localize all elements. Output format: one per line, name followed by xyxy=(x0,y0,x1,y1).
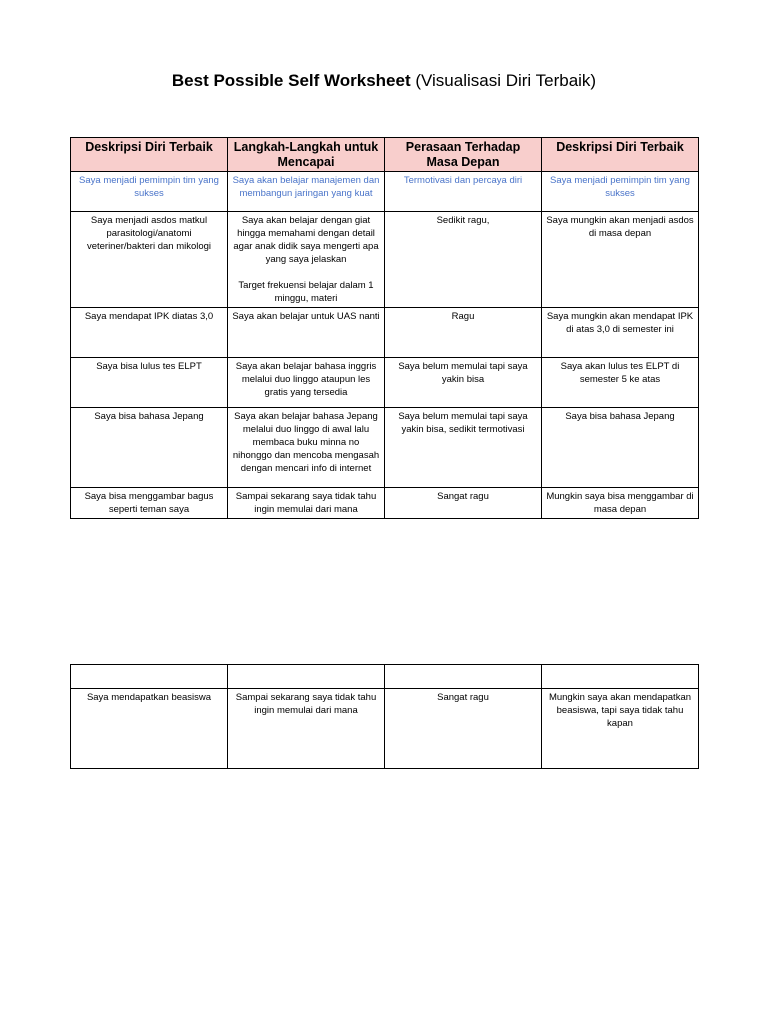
table-cell: Saya akan belajar bahasa Jepang melalui duo linggo di awal lalu membaca buku minna no nihonggo dan mencoba mengasah dengan mencari info di internet xyxy=(228,408,385,488)
table-cell: Saya menjadi asdos matkul parasitologi/anatomi veteriner/bakteri dan mikologi xyxy=(71,212,228,308)
table-row xyxy=(71,665,699,689)
table-row xyxy=(71,488,699,519)
table-cell: Saya mungkin akan menjadi asdos di masa depan xyxy=(542,212,699,308)
example-cell: Termotivasi dan percaya diri xyxy=(385,172,542,212)
table-cell: Saya bisa bahasa Jepang xyxy=(71,408,228,488)
table-row xyxy=(71,358,699,408)
table-cell: Sampai sekarang saya tidak tahu ingin memulai dari mana xyxy=(228,488,385,519)
table-cell: Saya mungkin akan mendapat IPK di atas 3,0 di semester ini xyxy=(542,308,699,358)
table-cell: Sedikit ragu, xyxy=(385,212,542,308)
table-cell: Ragu xyxy=(385,308,542,358)
table-row xyxy=(71,212,699,308)
header-cell: Deskripsi Diri Terbaik xyxy=(71,138,228,172)
table-cell: Saya mendapatkan beasiswa xyxy=(71,689,228,769)
table-cell: Sangat ragu xyxy=(385,488,542,519)
page-title xyxy=(0,70,768,92)
title-subtitle: (Visualisasi Diri Terbaik) xyxy=(410,71,597,90)
table-cell: Saya bisa menggambar bagus seperti teman saya xyxy=(71,488,228,519)
table-cell: Saya belum memulai tapi saya yakin bisa, sedikit termotivasi xyxy=(385,408,542,488)
table-cell: Mungkin saya akan mendapatkan beasiswa, tapi saya tidak tahu kapan xyxy=(542,689,699,769)
example-cell: Saya menjadi pemimpin tim yang sukses xyxy=(542,172,699,212)
table-row xyxy=(71,408,699,488)
table-cell: Mungkin saya bisa menggambar di masa depan xyxy=(542,488,699,519)
table-cell: Saya belum memulai tapi saya yakin bisa xyxy=(385,358,542,408)
worksheet-table xyxy=(70,137,699,519)
table-row xyxy=(71,308,699,358)
table-cell: Saya bisa bahasa Jepang xyxy=(542,408,699,488)
header-row xyxy=(71,138,699,172)
example-cell: Saya menjadi pemimpin tim yang sukses xyxy=(71,172,228,212)
title-bold: Best Possible Self Worksheet xyxy=(171,71,411,90)
header-cell: Perasaan Terhadap Masa Depan xyxy=(385,138,542,172)
table-cell xyxy=(71,665,228,689)
table-cell xyxy=(542,665,699,689)
table-cell xyxy=(228,665,385,689)
table-cell: Sangat ragu xyxy=(385,689,542,769)
example-row xyxy=(71,172,699,212)
table-cell: Saya akan lulus tes ELPT di semester 5 ke atas xyxy=(542,358,699,408)
table-cell: Saya bisa lulus tes ELPT xyxy=(71,358,228,408)
worksheet-table-continued xyxy=(70,664,699,769)
example-cell: Saya akan belajar manajemen dan membangun jaringan yang kuat xyxy=(228,172,385,212)
header-cell: Deskripsi Diri Terbaik xyxy=(542,138,699,172)
table-cell: Saya mendapat IPK diatas 3,0 xyxy=(71,308,228,358)
table-cell: Saya akan belajar bahasa inggris melalui duo linggo ataupun les gratis yang tersedia xyxy=(228,358,385,408)
table-cell: Saya akan belajar dengan giat hingga memahami dengan detail agar anak didik saya mengerti apa yang saya jelaskan Target frekuensi belajar dalam 1 minggu, materi xyxy=(228,212,385,308)
table-cell: Sampai sekarang saya tidak tahu ingin memulai dari mana xyxy=(228,689,385,769)
header-cell: Langkah-Langkah untuk Mencapai xyxy=(228,138,385,172)
table-row xyxy=(71,689,699,769)
table-cell: Saya akan belajar untuk UAS nanti xyxy=(228,308,385,358)
table-cell xyxy=(385,665,542,689)
